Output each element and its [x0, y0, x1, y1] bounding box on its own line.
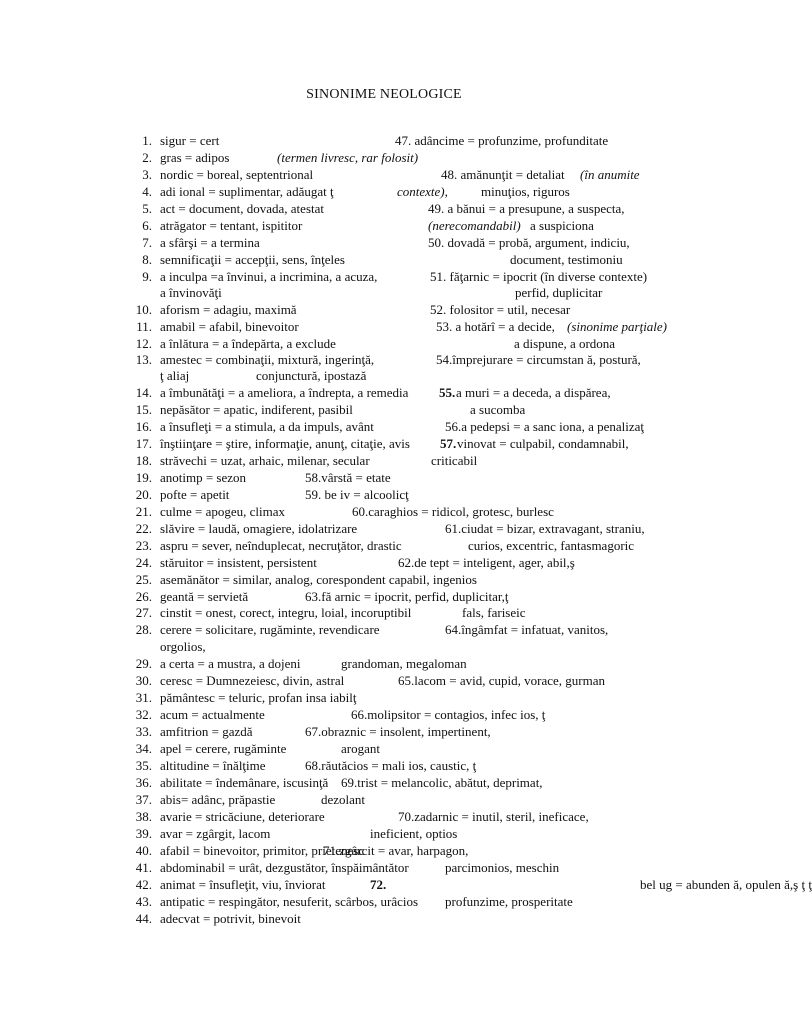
line-number: 23. — [135, 538, 152, 553]
synonym-text: abdominabil = urât, dezgustător, înspăimântător — [160, 860, 409, 875]
synonym-text: slăvire = laudă, omagiere, idolatrizare — [160, 521, 358, 536]
synonym-text: arogant — [341, 741, 380, 756]
line-number: 11. — [136, 319, 152, 334]
synonym-line — [0, 335, 768, 352]
line-number: 29. — [135, 656, 152, 671]
synonym-line — [0, 757, 768, 774]
synonym-line — [0, 588, 768, 605]
synonym-text: document, testimoniu — [510, 252, 623, 267]
synonym-text: asemănător = similar, analog, corespondent capabil, ingenios — [160, 572, 477, 587]
synonym-line — [0, 452, 768, 469]
line-number: 24. — [135, 555, 152, 570]
synonym-text: nordic = boreal, septentrional — [160, 167, 314, 182]
synonym-text: apel = cerere, rugăminte — [160, 741, 287, 756]
line-number: 43. — [135, 894, 152, 909]
synonym-line — [0, 554, 768, 571]
synonym-text: 67.obraznic = insolent, impertinent, — [305, 724, 491, 739]
synonym-line — [0, 503, 768, 520]
synonym-text: perfid, duplicitar — [515, 285, 603, 300]
synonym-text: cerere = solicitare, rugăminte, revendicare — [160, 622, 380, 637]
synonym-line — [0, 842, 768, 859]
italic-note: (nerecomandabil) — [428, 218, 521, 233]
synonym-text: curios, excentric, fantasmagoric — [468, 538, 635, 553]
line-number: 31. — [135, 690, 152, 705]
synonym-text: 61.ciudat = bizar, extravagant, straniu, — [445, 521, 645, 536]
line-number: 35. — [135, 758, 152, 773]
synonym-line — [0, 808, 768, 825]
synonym-text: cinstit = onest, corect, integru, loial, incoruptibil — [160, 605, 412, 620]
synonym-text: 64.îngâmfat = infatuat, vanitos, — [445, 622, 609, 637]
synonym-text: stăruitor = insistent, persistent — [160, 555, 317, 570]
synonym-text: adecvat = potrivit, binevoit — [160, 911, 301, 926]
line-number: 39. — [135, 826, 152, 841]
line-number: 16. — [135, 419, 152, 434]
bold-number: 72. — [370, 877, 387, 892]
line-number: 26. — [135, 589, 152, 604]
synonym-text: criticabil — [431, 453, 478, 468]
synonym-text: altitudine = înălţime — [160, 758, 266, 773]
synonym-text: 53. a hotărî = a decide, — [436, 319, 555, 334]
synonym-text: pofte = apetit — [160, 487, 230, 502]
italic-note: contexte), — [397, 184, 448, 199]
synonym-line — [0, 604, 768, 621]
synonym-line — [0, 723, 768, 740]
synonym-line — [0, 638, 768, 655]
synonym-line — [0, 774, 768, 791]
line-number: 37. — [135, 792, 152, 807]
line-number: 21. — [135, 504, 152, 519]
synonym-line — [0, 367, 768, 384]
synonym-line — [0, 672, 768, 689]
synonym-text: 70.zadarnic = inutil, steril, ineficace, — [398, 809, 589, 824]
line-number: 2. — [142, 150, 152, 165]
synonym-text: a îmbunătăţi = a ameliora, a îndrepta, a remedia — [160, 385, 409, 400]
synonym-text: pământesc = teluric, profan insa iabilţ — [160, 690, 357, 705]
line-number: 34. — [135, 741, 152, 756]
line-number: 15. — [135, 402, 152, 417]
line-number: 41. — [135, 860, 152, 875]
line-number: 32. — [135, 707, 152, 722]
synonym-line — [0, 251, 768, 268]
synonym-line — [0, 520, 768, 537]
synonym-text: animat = însufleţit, viu, înviorat — [160, 877, 326, 892]
line-number: 3. — [142, 167, 152, 182]
synonym-line — [0, 689, 768, 706]
line-number: 18. — [135, 453, 152, 468]
synonym-text: 66.molipsitor = contagios, infec ios, ţ — [351, 707, 546, 722]
line-number: 20. — [135, 487, 152, 502]
line-number: 33. — [135, 724, 152, 739]
synonym-line — [0, 234, 768, 251]
bold-number: 57. — [440, 436, 457, 451]
synonym-text: vinovat = culpabil, condamnabil, — [457, 436, 629, 451]
synonym-text: 56.a pedepsi = a sanc iona, a penalizaţ — [445, 419, 644, 434]
synonym-text: a înlătura = a îndepărta, a exclude — [160, 336, 336, 351]
synonym-text: bel ug = abunden ă, opulen ă,ş ţ ţ — [640, 877, 812, 892]
synonym-line — [0, 706, 768, 723]
synonym-text: a sucomba — [470, 402, 526, 417]
synonym-text: a dispune, a ordona — [514, 336, 616, 351]
synonym-text: ineficient, optios — [370, 826, 458, 841]
synonym-line — [0, 351, 768, 368]
synonym-line — [0, 435, 768, 452]
line-number: 10. — [135, 302, 152, 317]
synonym-text: ceresc = Dumnezeiesc, divin, astral — [160, 673, 345, 688]
synonym-line — [0, 217, 768, 234]
synonym-line — [0, 401, 768, 418]
synonym-text: a certa = a mustra, a dojeni — [160, 656, 301, 671]
synonym-text: străvechi = uzat, arhaic, milenar, secular — [160, 453, 370, 468]
synonym-text: act = document, dovada, atestat — [160, 201, 324, 216]
line-number: 5. — [142, 201, 152, 216]
synonym-text: 60.caraghios = ridicol, grotesc, burlesc — [352, 504, 554, 519]
line-number: 22. — [135, 521, 152, 536]
synonym-text: adi ional = suplimentar, adăugat ţ — [160, 184, 334, 199]
synonym-text: abilitate = îndemânare, iscusinţă — [160, 775, 329, 790]
line-number: 28. — [135, 622, 152, 637]
synonym-text: 68.răutăcios = mali ios, caustic, ţ — [305, 758, 477, 773]
synonym-text: 58.vârstă = etate — [305, 470, 391, 485]
synonym-text: avar = zgârgit, lacom — [160, 826, 271, 841]
italic-note: (sinonime parţiale) — [567, 319, 668, 334]
synonym-text: 71.zgârcit = avar, harpagon, — [323, 843, 469, 858]
synonym-text: afabil = binevoitor, primitor, prietenesc — [160, 843, 365, 858]
synonym-line — [0, 301, 768, 318]
line-number: 38. — [135, 809, 152, 824]
line-number: 1. — [142, 133, 152, 148]
synonym-text: 51. făţarnic = ipocrit (în diverse contexte) — [430, 269, 648, 284]
line-number: 14. — [135, 385, 152, 400]
synonym-text: ţ aliaj — [160, 368, 190, 383]
synonym-text: semnificaţii = accepţii, sens, înţeles — [160, 252, 345, 267]
synonym-text: 59. be iv = alcoolicţ — [305, 487, 409, 502]
synonym-text: 50. dovadă = probă, argument, indiciu, — [428, 235, 630, 250]
line-number: 44. — [135, 911, 152, 926]
line-number: 7. — [142, 235, 152, 250]
synonym-text: gras = adipos — [160, 150, 230, 165]
synonym-text: a suspiciona — [530, 218, 594, 233]
synonym-line — [0, 166, 768, 183]
synonym-text: aspru = sever, neînduplecat, necruţător, drastic — [160, 538, 402, 553]
synonym-text: anotimp = sezon — [160, 470, 247, 485]
synonym-text: grandoman, megaloman — [341, 656, 467, 671]
synonym-line — [0, 268, 768, 285]
synonym-text: dezolant — [321, 792, 366, 807]
synonym-text: culme = apogeu, climax — [160, 504, 286, 519]
synonym-text: 63.fă arnic = ipocrit, perfid, duplicitar,ţ — [305, 589, 509, 604]
synonym-line — [0, 893, 768, 910]
page-title: SINONIME NEOLOGICE — [306, 87, 462, 102]
italic-note: (în anumite — [580, 167, 640, 182]
synonym-line — [0, 537, 768, 554]
line-number: 17. — [135, 436, 152, 451]
synonym-text: 54.împrejurare = circumstan ă, postură, — [436, 352, 641, 367]
synonym-text: a învinovăţi — [160, 285, 222, 300]
synonym-line — [0, 149, 768, 166]
synonym-line — [0, 200, 768, 217]
line-number: 30. — [135, 673, 152, 688]
synonym-text: a însufleţi = a stimula, a da impuls, avânt — [160, 419, 374, 434]
synonym-text: 49. a bănui = a presupune, a suspecta, — [428, 201, 625, 216]
line-number: 12. — [135, 336, 152, 351]
synonym-line — [0, 825, 768, 842]
synonym-text: profunzime, prosperitate — [445, 894, 573, 909]
synonym-text: minuţios, riguros — [481, 184, 570, 199]
synonym-line — [0, 469, 768, 486]
synonym-line — [0, 621, 768, 638]
synonym-text: amestec = combinaţii, mixtură, ingerinţă, — [160, 352, 375, 367]
synonym-text: înştiinţare = ştire, informaţie, anunţ, citaţie, avis — [160, 436, 410, 451]
synonym-text: 65.lacom = avid, cupid, vorace, gurman — [398, 673, 605, 688]
line-number: 8. — [142, 252, 152, 267]
synonym-text: 69.trist = melancolic, abătut, deprimat, — [341, 775, 543, 790]
synonym-text: fals, fariseic — [462, 605, 526, 620]
synonym-line — [0, 284, 768, 301]
synonym-text: 48. amănunţit = detaliat — [441, 167, 565, 182]
synonym-text: aforism = adagiu, maximă — [160, 302, 297, 317]
synonym-line — [0, 740, 768, 757]
synonym-text: orgolios, — [160, 639, 206, 654]
synonym-line — [0, 418, 768, 435]
synonym-line — [0, 486, 768, 503]
synonym-line — [0, 132, 768, 149]
line-number: 36. — [135, 775, 152, 790]
synonym-text: geantă = servietă — [160, 589, 249, 604]
synonym-line — [0, 859, 768, 876]
line-number: 19. — [135, 470, 152, 485]
synonym-text: antipatic = respingător, nesuferit, scârbos, urâcios — [160, 894, 419, 909]
bold-number: 55. — [439, 385, 456, 400]
line-number: 40. — [135, 843, 152, 858]
line-number: 6. — [142, 218, 152, 233]
synonym-text: sigur = cert — [160, 133, 220, 148]
synonym-text: atrăgator = tentant, ispititor — [160, 218, 303, 233]
synonym-text: a muri = a deceda, a dispărea, — [456, 385, 611, 400]
synonym-text: 52. folositor = util, necesar — [430, 302, 571, 317]
synonym-text: a inculpa =a învinui, a incrimina, a acuza, — [160, 269, 378, 284]
synonym-text: amabil = afabil, binevoitor — [160, 319, 299, 334]
synonym-line — [0, 910, 768, 927]
synonym-text: a sfârşi = a termina — [160, 235, 260, 250]
synonym-text: 62.de tept = inteligent, ager, abil,ş — [398, 555, 575, 570]
synonym-line — [0, 655, 768, 672]
line-number: 4. — [142, 184, 152, 199]
synonym-text: 47. adâncime = profunzime, profunditate — [395, 133, 609, 148]
synonym-text: acum = actualmente — [160, 707, 265, 722]
synonym-line — [0, 876, 812, 893]
italic-note: (termen livresc, rar folosit) — [277, 150, 419, 165]
line-number: 27. — [135, 605, 152, 620]
synonym-text: avarie = stricăciune, deteriorare — [160, 809, 325, 824]
synonym-line — [0, 318, 768, 335]
line-number: 9. — [142, 269, 152, 284]
synonym-text: conjunctură, ipostază — [256, 368, 367, 383]
synonym-text: parcimonios, meschin — [445, 860, 560, 875]
synonym-line — [0, 183, 768, 200]
synonym-text: amfitrion = gazdă — [160, 724, 253, 739]
synonym-line — [0, 791, 768, 808]
line-number: 25. — [135, 572, 152, 587]
line-number: 42. — [135, 877, 152, 892]
synonym-line — [0, 571, 768, 588]
synonym-line — [0, 384, 768, 401]
synonym-text: nepăsător = apatic, indiferent, pasibil — [160, 402, 353, 417]
synonym-text: abis= adânc, prăpastie — [160, 792, 276, 807]
line-number: 13. — [135, 352, 152, 367]
